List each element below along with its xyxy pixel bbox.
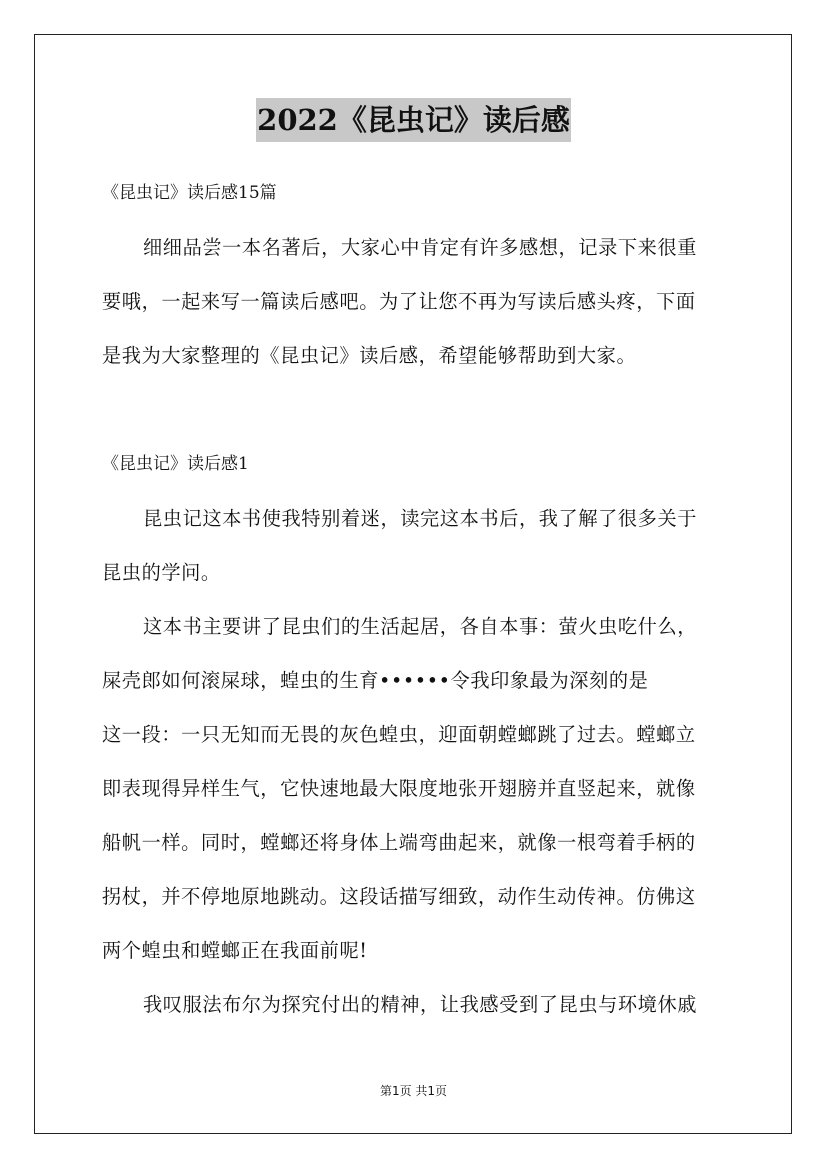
- section-heading: 《昆虫记》读后感1: [102, 454, 249, 474]
- body-line: 这本书主要讲了昆虫们的生活起居，各自本事：萤火虫吃什么，: [143, 615, 698, 638]
- intro-line: 是我为大家整理的《昆虫记》读后感，希望能够帮助到大家。: [102, 344, 637, 367]
- body-line: 我叹服法布尔为探究付出的精神，让我感受到了昆虫与环境休戚: [143, 993, 698, 1016]
- document-subtitle: 《昆虫记》读后感15篇: [102, 183, 277, 203]
- page-number-label: 第1页 共1页: [379, 1084, 448, 1098]
- page-footer: [0, 1082, 827, 1100]
- body-line: 昆虫的学问。: [102, 561, 221, 584]
- intro-line: 细细品尝一本名著后，大家心中肯定有许多感想，记录下来很重: [143, 236, 698, 259]
- body-line: 这一段：一只无知而无畏的灰色蝗虫，迎面朝螳螂跳了过去。螳螂立: [102, 723, 696, 746]
- body-line: 即表现得异样生气，它快速地最大限度地张开翅膀并直竖起来，就像: [102, 777, 696, 800]
- intro-line: 要哦，一起来写一篇读后感吧。为了让您不再为写读后感头疼，下面: [102, 290, 696, 313]
- body-line: 拐杖，并不停地原地跳动。这段话描写细致，动作生动传神。仿佛这: [102, 885, 696, 908]
- document-title: 2022《昆虫记》读后感: [256, 98, 571, 142]
- body-line: 屎壳郎如何滚屎球，蝗虫的生育••••••令我印象最为深刻的是: [102, 669, 649, 692]
- title-container: [0, 98, 827, 142]
- body-line: 昆虫记这本书使我特别着迷，读完这本书后，我了解了很多关于: [143, 507, 698, 530]
- body-line: 两个蝗虫和螳螂正在我面前呢!: [102, 939, 368, 962]
- body-line: 船帆一样。同时，螳螂还将身体上端弯曲起来，就像一根弯着手柄的: [102, 831, 696, 854]
